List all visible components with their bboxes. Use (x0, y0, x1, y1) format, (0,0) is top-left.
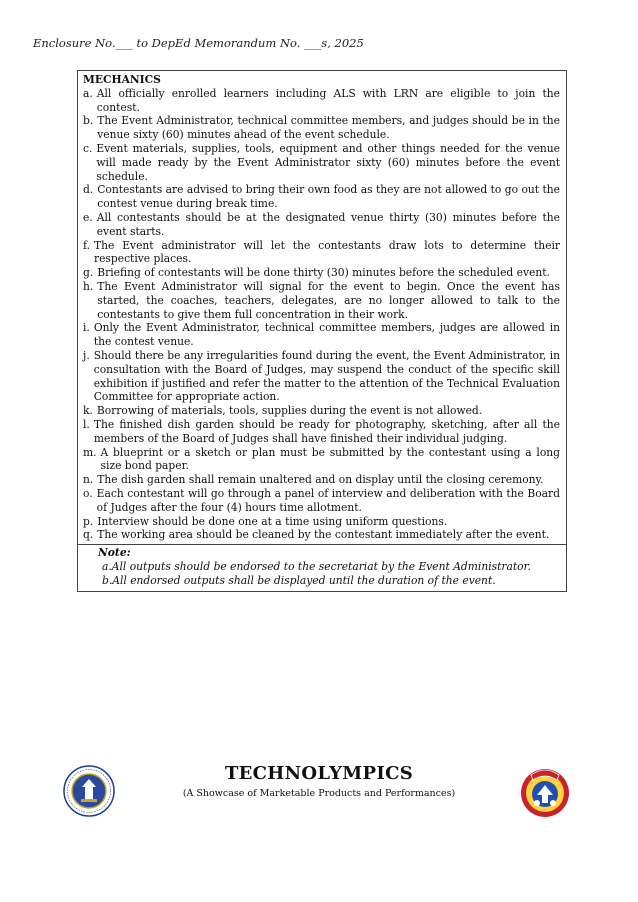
mechanics-item (83, 321, 560, 349)
item-text: The Event administrator will let the contestants draw lots to determine their respective places. (93, 238, 560, 266)
note-section (78, 544, 566, 591)
item-label: g. (83, 266, 94, 280)
item-label: o. (83, 486, 93, 500)
item-label: c. (83, 141, 93, 155)
mechanics-item (83, 446, 560, 474)
item-label: n. (83, 473, 94, 487)
item-label: f. (83, 238, 90, 252)
mechanics-item (83, 487, 560, 515)
item-label: h. (83, 279, 94, 293)
item-text: The Event Administrator will signal for the event to begin. Once the event has started, the coaches, teachers, delegates, are no longer allowed to talk to the contestants to give them full concentration in their work. (97, 279, 560, 321)
item-text: Contestants are advised to bring their own food as they are not allowed to go out the contest venue during break time. (97, 183, 560, 211)
item-text: All officially enrolled learners including ALS with LRN are eligible to join the contest. (96, 86, 560, 114)
item-text: The finished dish garden should be ready for photography, sketching, after all the members of the Board of Judges shall have finished their individual judging. (93, 417, 560, 445)
enclosure-header: Enclosure No.___ to DepEd Memorandum No. ___s, 2025 (33, 36, 364, 50)
item-label: q. (83, 528, 94, 542)
mechanics-item (83, 280, 560, 321)
mechanics-item (83, 183, 560, 211)
mechanics-item (83, 142, 560, 183)
item-label: k. (83, 404, 93, 418)
mechanics-list (83, 87, 560, 542)
mechanics-item (83, 87, 560, 115)
item-label: a. (83, 86, 93, 100)
festival-badge-icon (517, 763, 573, 819)
mechanics-section (78, 71, 566, 544)
item-label: i. (83, 321, 90, 335)
mechanics-item (83, 528, 560, 542)
item-label: d. (83, 183, 94, 197)
item-label: l. (83, 417, 90, 431)
item-label: j. (83, 348, 90, 362)
mechanics-item (83, 418, 560, 446)
item-text: Event materials, supplies, tools, equipment and other things needed for the venue will made ready by the Event Administrator sixty (60) minutes before the event schedule. (96, 141, 560, 183)
footer-subtitle: (A Showcase of Marketable Products and Performances) (182, 788, 456, 799)
footer-title: TECHNOLYMPICS (224, 763, 414, 784)
mechanics-item (83, 349, 560, 404)
mechanics-item (83, 404, 560, 418)
item-label: p. (83, 514, 94, 528)
mechanics-box (77, 70, 567, 592)
note-line: a.All outputs should be endorsed to the secretariat by the Event Administrator. (102, 560, 531, 574)
item-label: e. (83, 210, 93, 224)
mechanics-item (83, 266, 560, 280)
item-label: b. (83, 114, 94, 128)
item-text: A blueprint or a sketch or plan must be submitted by the contestant using a long size bond paper. (100, 445, 560, 473)
mechanics-item (83, 114, 560, 142)
item-text: All contestants should be at the designated venue thirty (30) minutes before the event starts. (96, 210, 560, 238)
item-text: Should there be any irregularities found during the event, the Event Administrator, in consultation with the Board of Judges, may suspend the conduct of the specific skill exhibition if justified and refer the matter to the attention of the Technical Evaluation Committee for appropriate action. (93, 348, 560, 404)
item-text: Borrowing of materials, tools, supplies during the event is not allowed. (96, 404, 483, 418)
item-text: Only the Event Administrator, technical committee members, judges are allowed in the contest venue. (93, 321, 560, 349)
mechanics-item (83, 515, 560, 529)
mechanics-item (83, 473, 560, 487)
mechanics-item (83, 211, 560, 239)
note-title: Note: (98, 546, 131, 560)
item-text: The working area should be cleaned by the contestant immediately after the event. (97, 528, 550, 542)
note-line: b.All endorsed outputs shall be displayed until the duration of the event. (102, 574, 496, 588)
item-text: The Event Administrator, technical committee members, and judges should be in the venue sixty (60) minutes ahead of the event schedule. (97, 114, 560, 142)
item-text: Interview should be done one at a time using uniform questions. (97, 514, 448, 528)
item-text: Each contestant will go through a panel of interview and deliberation with the Board of Judges after the four (4) hours time allotment. (96, 486, 560, 514)
item-label: m. (83, 445, 97, 459)
mechanics-title: MECHANICS (83, 73, 161, 86)
mechanics-item (83, 239, 560, 267)
item-text: Briefing of contestants will be done thirty (30) minutes before the scheduled event. (97, 266, 550, 280)
item-text: The dish garden shall remain unaltered and on display until the closing ceremony. (97, 473, 544, 487)
